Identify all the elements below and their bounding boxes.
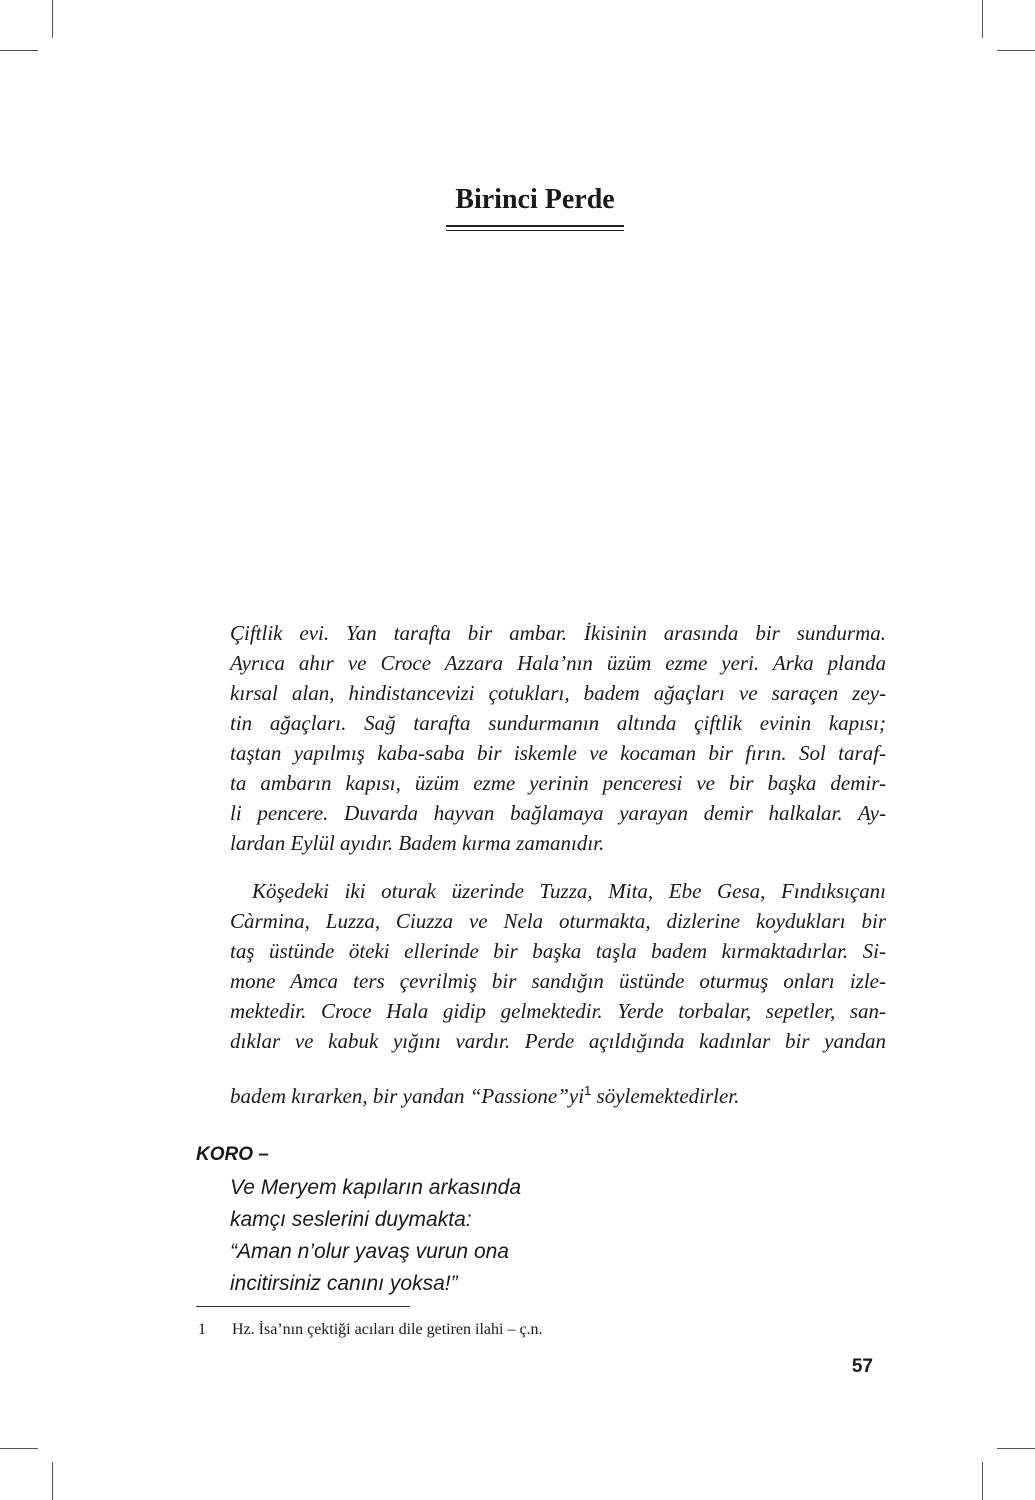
crop-mark — [997, 1448, 1035, 1449]
crop-mark — [982, 0, 983, 38]
speaker-name: KORO – — [196, 1144, 269, 1165]
text-line: li pencere. Duvarda hayvan bağlamaya yarayan demir halkalar. Ay- — [230, 801, 886, 825]
text-line: Càrmina, Luzza, Ciuzza ve Nela oturmakta, dizlerine koydukları bir — [230, 909, 886, 933]
verse-line: kamçı seslerini duymakta: — [230, 1208, 472, 1231]
chapter-title: Birinci Perde — [455, 184, 615, 215]
verse-line: Ve Meryem kapıların arkasında — [230, 1176, 522, 1199]
text-line: dıklar ve kabuk yığını vardır. Perde açıldığında kadınlar bir yandan — [230, 1029, 886, 1053]
stage-direction-last-line — [230, 1076, 886, 1111]
text-line: Köşedeki iki oturak üzerinde Tuzza, Mita, Ebe Gesa, Fındıksıçanı — [252, 879, 886, 903]
crop-mark — [982, 1462, 983, 1500]
crop-mark — [52, 1462, 53, 1500]
text-line: Çiftlik evi. Yan tarafta bir ambar. İkisinin arasında bir sundurma. — [230, 621, 886, 645]
text-line: Ayrıca ahır ve Croce Azzara Hala’nın üzüm ezme yeri. Arka planda — [230, 651, 886, 675]
footnote-ref[interactable]: 1 — [584, 1083, 592, 1098]
text-line: mone Amca ters çevrilmiş bir sandığın üstünde oturmuş onları izle- — [230, 969, 886, 993]
footnote-number: 1 — [198, 1321, 206, 1338]
text: badem kırarken, bir yandan “Passione”yi — [230, 1084, 585, 1108]
verse-line: incitirsiniz canını yoksa!” — [230, 1272, 458, 1295]
title-underline — [446, 230, 624, 231]
text-line: mektedir. Croce Hala gidip gelmektedir. Yerde torbalar, sepetler, san- — [230, 999, 886, 1023]
crop-mark — [0, 50, 38, 51]
text-line: kırsal alan, hindistancevizi çotukları, badem ağaçları ve saraçen zey- — [230, 681, 886, 705]
text-line: tin ağaçları. Sağ tarafta sundurmanın altında çiftlik evinin kapısı; — [230, 711, 886, 735]
text-line: lardan Eylül ayıdır. Badem kırma zamanıdır. — [230, 831, 605, 855]
verse-line: “Aman n’olur yavaş vurun ona — [230, 1240, 509, 1263]
text: söylemektedirler. — [591, 1084, 740, 1108]
text-line: ta ambarın kapısı, üzüm ezme yerinin penceresi ve bir başka demir- — [230, 771, 886, 795]
crop-mark — [52, 0, 53, 38]
page-number: 57 — [851, 1356, 873, 1377]
title-underline — [446, 225, 624, 227]
text-line: taş üstünde öteki ellerinde bir başka taşla badem kırmaktadırlar. Si- — [230, 939, 886, 963]
crop-mark — [997, 50, 1035, 51]
footnote-text: Hz. İsa’nın çektiği acıları dile getiren ilahi – ç.n. — [232, 1321, 543, 1338]
text-line: taştan yapılmış kaba-saba bir iskemle ve kocaman bir fırın. Sol taraf- — [230, 741, 886, 765]
crop-mark — [0, 1448, 38, 1449]
footnote-divider — [196, 1306, 410, 1307]
